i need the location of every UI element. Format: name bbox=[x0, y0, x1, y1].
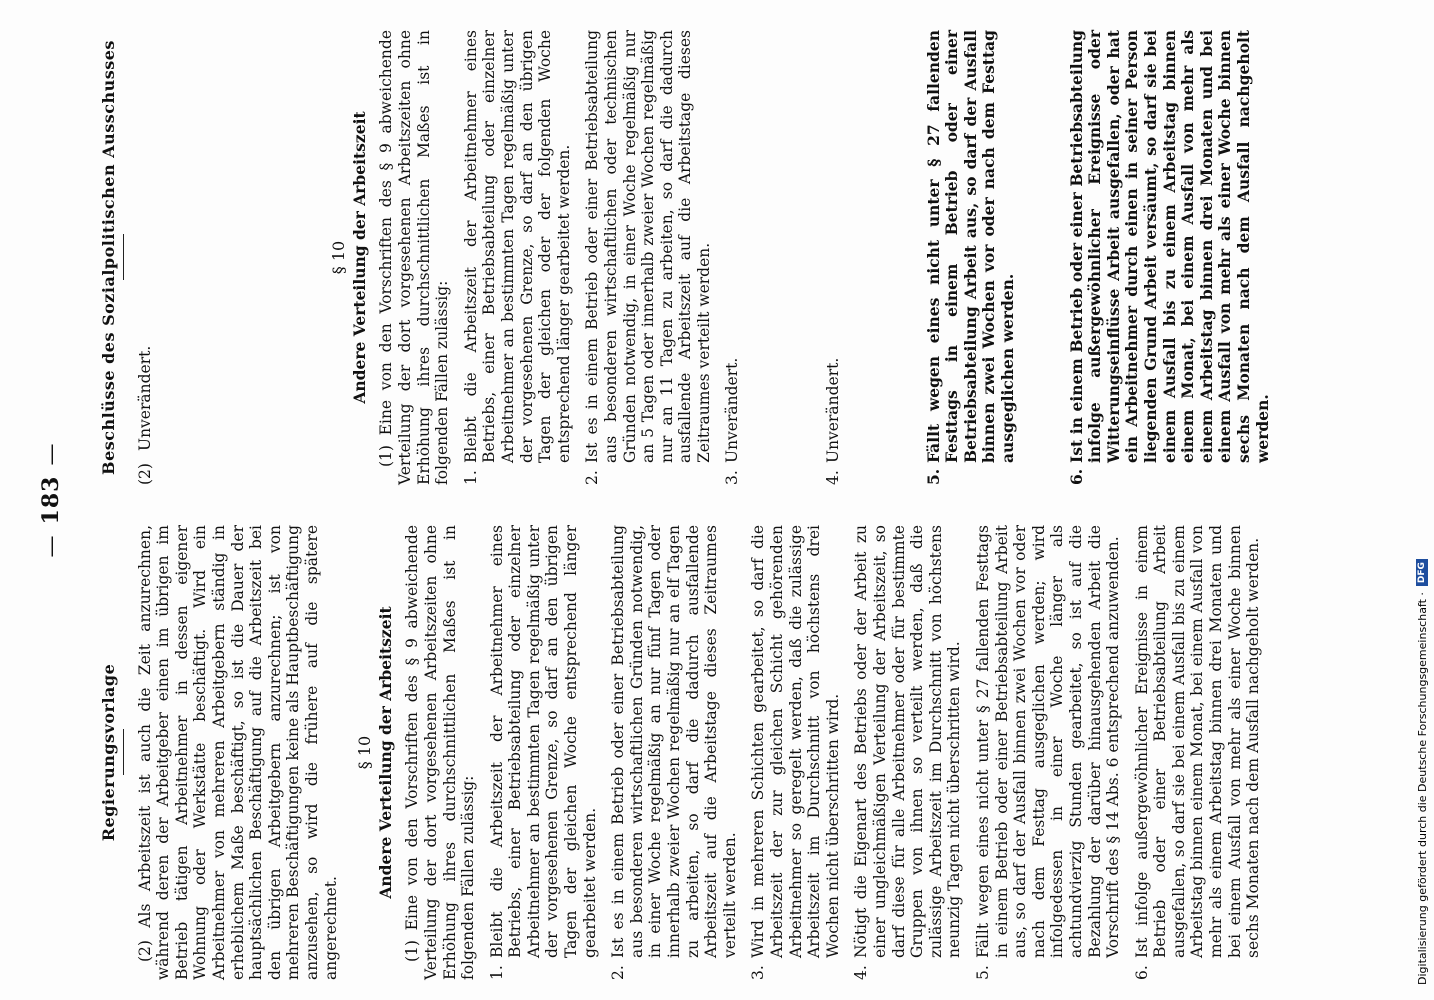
right-item-1 bbox=[462, 30, 574, 485]
left-item-2 bbox=[609, 525, 739, 980]
left-item-4 bbox=[852, 525, 964, 980]
spacer bbox=[752, 30, 824, 485]
item-number: 5. bbox=[973, 965, 992, 980]
item-text: Fällt wegen eines nicht unter § 27 fallenden Festtags in einem Betrieb oder einer Betriebsabteilung Arbeit aus, so darf der Ausfall binnen zwei Wochen vor oder nach dem Festtag ausgeglichen werden. bbox=[923, 30, 1018, 463]
item-number: 6. bbox=[1132, 965, 1151, 980]
right-section-title: Andere Verteilung der Arbeitszeit bbox=[349, 111, 369, 404]
spacer bbox=[1028, 30, 1068, 485]
item-number: 1. bbox=[487, 965, 506, 980]
item-number: (2) bbox=[135, 463, 154, 485]
spacer bbox=[853, 30, 925, 485]
item-number: 2. bbox=[583, 470, 602, 485]
right-item-4 bbox=[824, 30, 843, 485]
rotated-page bbox=[30, 20, 1400, 980]
right-intro bbox=[136, 30, 155, 485]
item-text: Nötigt die Eigenart des Betriebs oder der Arbeit zu einer ungleichmäßigen Verteilung der Arbeitszeit, so darf diese für alle Arbeitnehmer oder für bestimmte Gruppen von ihnen so verteilt werden, daß die zulässige Arbeitszeit im Durchschnitt von höchstens neunzig Tagen nicht überschritten wird. bbox=[852, 525, 964, 958]
left-section-number: § 10 bbox=[355, 735, 375, 770]
item-number: 5. bbox=[923, 468, 943, 485]
item-number: 3. bbox=[749, 965, 768, 980]
right-item-2 bbox=[583, 30, 713, 485]
left-item-3 bbox=[749, 525, 842, 980]
digitization-credit bbox=[1414, 5, 1430, 985]
item-text: Bleibt die Arbeitszeit der Arbeitnehmer eines Betriebs, einer Betriebsabteilung oder einzelner Arbeitnehmer an bestimmten Tagen regelmäßig unter der vorgesehenen Grenze, so darf an den übrigen Tagen der gleichen Woche entsprechend länger gearbeitet werden. bbox=[487, 525, 599, 958]
item-number: 3. bbox=[723, 470, 742, 485]
item-number: 4. bbox=[852, 965, 871, 980]
item-text: Ist es in einem Betrieb oder einer Betriebsabteilung aus besonderen wirtschaftlichen Gründen notwendig, in einer Woche regelmäßig an nur fünf Tagen oder innerhalb zweier Wochen regelmäßig nur an elf Tagen zu arbeiten, so darf die dadurch ausfallende Arbeitszeit auf die Arbeitstage dieses Zeitraumes verteilt werden. bbox=[609, 525, 739, 958]
item-text: Fällt wegen eines nicht unter § 27 fallenden Festtags in einem Betrieb oder einer Betriebsabteilung Arbeit aus, so darf der Ausfall binnen zwei Wochen vor oder nach dem Festtag ausgeglichen werden; wird infolgedessen in einer Woche länger als achtundvierzig Stunden gearbeitet, so ist auf die Bezahlung der darüber hinausgehenden Arbeit die Vorschrift des § 14 Abs. 6 entsprechend anzuwenden. bbox=[973, 525, 1123, 958]
item-number: 6. bbox=[1066, 468, 1086, 485]
item-text: Unverändert. bbox=[723, 357, 742, 463]
heading-rule bbox=[123, 235, 124, 281]
left-item-1 bbox=[488, 525, 600, 980]
right-column-heading: Beschlüsse des Sozialpolitischen Ausschusses bbox=[99, 40, 118, 475]
dfg-logo: DFG bbox=[1416, 559, 1428, 586]
item-number: 4. bbox=[824, 470, 843, 485]
digitization-credit-text: Digitalisierung gefördert durch die Deutsche Forschungsgemeinschaft · bbox=[1415, 592, 1429, 985]
item-text: Unverändert. bbox=[824, 357, 843, 463]
item-text: Unverändert. bbox=[135, 345, 154, 451]
right-column bbox=[100, 30, 1282, 485]
left-column-heading: Regierungsvorlage bbox=[99, 663, 118, 842]
item-number: 2. bbox=[609, 965, 628, 980]
item-number: 1. bbox=[461, 470, 480, 485]
right-item-3 bbox=[723, 30, 742, 485]
spacer bbox=[164, 30, 314, 485]
item-text: Bleibt die Arbeitszeit der Arbeitnehmer eines Betriebs, einer Betriebsabteilung oder einzelner Arbeitnehmer an bestimmten Tagen regelmäßig unter der vorgesehenen Grenze, so darf an den übrigen Tagen der gleichen oder der folgenden Woche entsprechend länger gearbeitet werden. bbox=[461, 30, 573, 463]
item-text: Wird in mehreren Schichten gearbeitet, so darf die Arbeitszeit der zur gleichen Schicht gehörenden Arbeitnehmer so geregelt werden, daß die zulässige Arbeitszeit im Durchschnitt von höchstens drei Wochen nicht überschritten wird. bbox=[749, 525, 842, 958]
right-section-number: § 10 bbox=[329, 240, 349, 275]
left-item-6 bbox=[1133, 525, 1263, 980]
left-item-5 bbox=[974, 525, 1123, 980]
page-number: — 183 — bbox=[38, 20, 64, 980]
left-column bbox=[100, 525, 1273, 980]
heading-rule bbox=[123, 730, 124, 776]
item-text: Ist in einem Betrieb oder einer Betriebsabteilung infolge außergewöhnlicher Ereignisse oder Witterungseinflüsse Arbeit ausgefallen, oder hat ein Arbeitnehmer durch einen in seiner Person liegenden Grund Arbeit versäumt, so darf sie bei einem Ausfall bis zu einem Arbeitstag binnen einem Monat, bei einem Ausfall von mehr als einem Arbeitstag binnen drei Monaten und bei einem Ausfall von mehr als einer Woche binnen sechs Monaten nach dem Ausfall nachgeholt werden. bbox=[1066, 30, 1272, 463]
left-section-title: Andere Verteilung der Arbeitszeit bbox=[375, 606, 395, 899]
item-text: Ist infolge außergewöhnlicher Ereignisse in einem Betrieb oder einer Betriebsabteilung Arbeit ausgefallen, so darf sie bei einem Ausfall bis zu einem Arbeitstag binnen einem Monat, bei einem Ausfall von mehr als einem Arbeitstag binnen drei Monaten und bei einem Ausfall von mehr als einer Woche binnen sechs Monaten nach dem Ausfall nachgeholt werden. bbox=[1132, 525, 1263, 958]
left-intro-paragraph: (2) Als Arbeitszeit ist auch die Zeit anzurechnen, während deren der Arbeitgeber einen im übrigen im Betrieb tätigen Arbeitnehmer in dessen eigener Wohnung oder Werkstätte beschäftigt. Wird ein Arbeitnehmer von mehreren Arbeitgebern ständig in erheblichem Maße beschäftigt, so ist die Dauer der hauptsächlichen Beschäftigung auf die Arbeitszeit bei den übrigen Arbeitgebern anzurechnen; ist von mehreren Beschäftigungen keine als Hauptbeschäftigung anzusehen, so wird die frühere auf die spätere angerechnet. bbox=[135, 525, 340, 980]
right-paragraph-1: (1) Eine von den Vorschriften des § 9 abweichende Verteilung der dort vorgesehenen Arbeitszeiten ohne Erhöhung ihres durchschnittlichen Maßes ist in folgenden Fällen zulässig: bbox=[377, 30, 452, 485]
left-paragraph-1: (1) Eine von den Vorschriften des § 9 abweichende Verteilung der dort vorgesehenen Arbeitszeiten ohne Erhöhung ihres durchschnittlichen Maßes ist in folgenden Fällen zulässig: bbox=[403, 525, 478, 980]
item-text: Ist es in einem Betrieb oder einer Betriebsabteilung aus besonderen wirtschaftlichen oder technischen Gründen notwendig, in einer Woche regelmäßig nur an 5 Tagen oder innerhalb zweier Wochen regelmäßig nur an 11 Tagen zu arbeiten, so darf die dadurch ausfallende Arbeitszeit auf die Arbeitstage dieses Zeitraumes verteilt werden. bbox=[583, 30, 713, 463]
right-item-6 bbox=[1068, 30, 1273, 485]
right-item-5 bbox=[925, 30, 1018, 485]
